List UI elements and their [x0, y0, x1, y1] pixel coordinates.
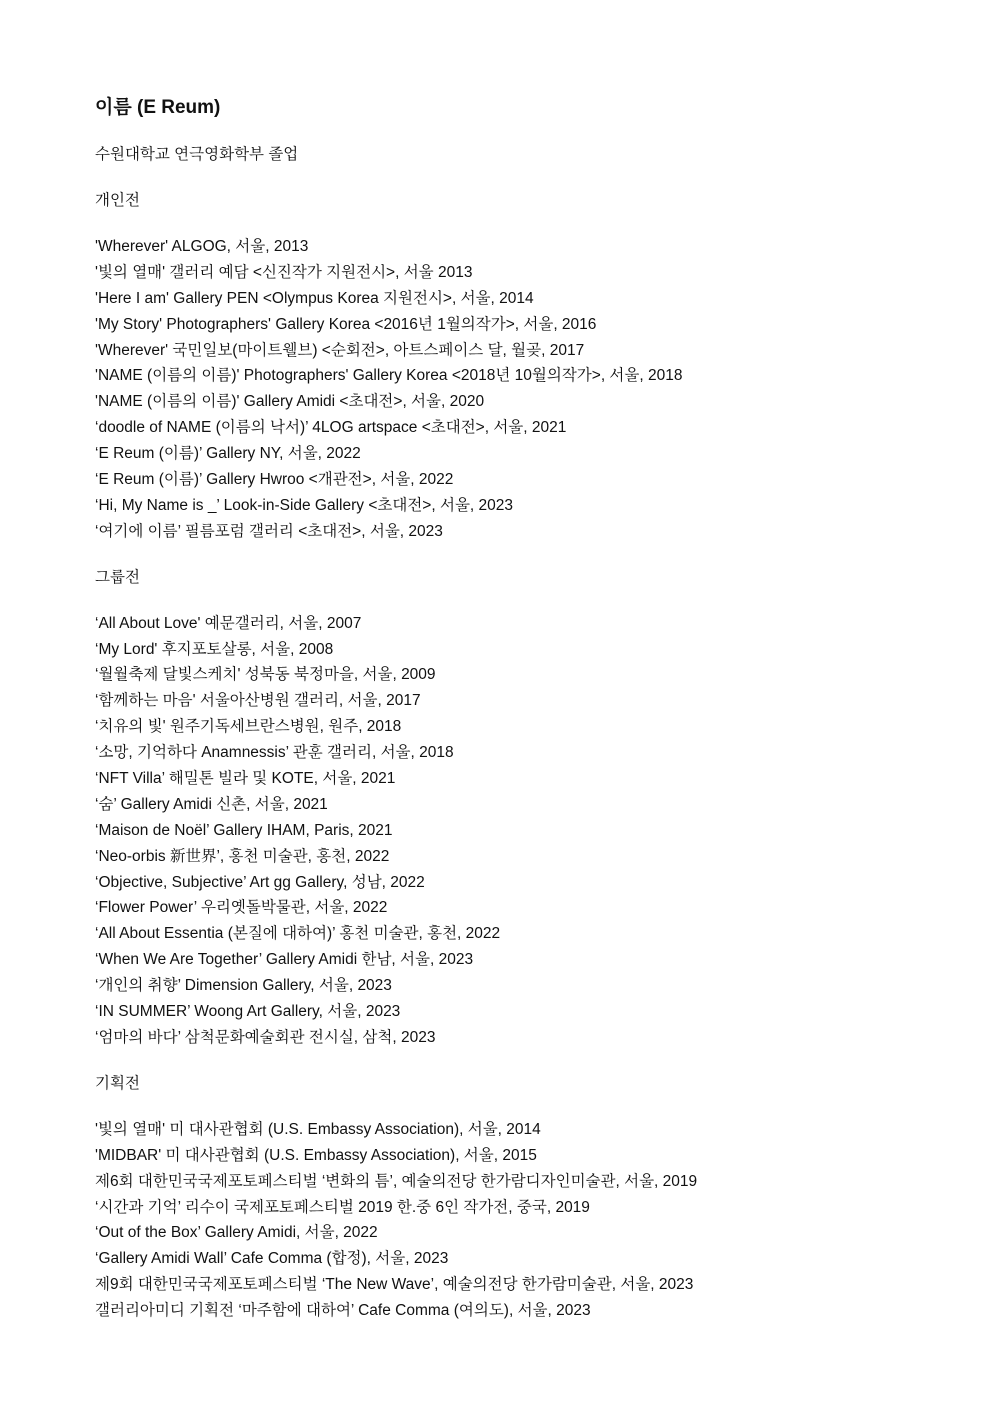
- list-item: ‘My Lord' 후지포토살롱, 서울, 2008: [95, 640, 334, 658]
- list-item: ‘doodle of NAME (이름의 낙서)’ 4LOG artspace <초대전>, 서울, 2021: [95, 419, 567, 437]
- list-item: ‘Flower Power’ 우리옛돌박물관, 서울, 2022: [95, 899, 388, 917]
- section-group-exhibitions: [95, 565, 955, 1051]
- list-item: ‘여기에 이름’ 필름포럼 갤러리 <초대전>, 서울, 2023: [95, 522, 443, 540]
- list-item: ‘E Reum (이름)’ Gallery NY, 서울, 2022: [95, 445, 361, 463]
- list-item: ‘Objective, Subjective’ Art gg Gallery, 성남, 2022: [95, 873, 425, 891]
- list-item: 'Wherever' ALGOG, 서울, 2013: [95, 238, 309, 255]
- list-item: ‘월월축제 달빛스케치' 성북동 북정마을, 서울, 2009: [95, 666, 436, 684]
- list-item: '빛의 열매' 갤러리 예담 <신진작가 지원전시>, 서울 2013: [95, 263, 473, 281]
- list-item: ‘Out of the Box’ Gallery Amidi, 서울, 2022: [95, 1224, 378, 1242]
- list-item: ‘Neo-orbis 新世界’, 홍천 미술관, 홍천, 2022: [95, 847, 390, 865]
- list-item: ‘숨’ Gallery Amidi 신촌, 서울, 2021: [95, 795, 328, 813]
- list-item: ‘치유의 빛' 원주기독세브란스병원, 원주, 2018: [95, 718, 402, 736]
- list-item: 제9회 대한민국국제포토페스티벌 ‘The New Wave’, 예술의전당 한가람미술관, 서울, 2023: [95, 1276, 694, 1294]
- list-item: ‘개인의 취향’ Dimension Gallery, 서울, 2023: [95, 977, 392, 995]
- list-item: ‘All About Essentia (본질에 대하여)’ 홍천 미술관, 홍천, 2022: [95, 925, 501, 943]
- list-item: ‘Maison de Noël’ Gallery IHAM, Paris, 2021: [95, 821, 393, 839]
- list-item: 'NAME (이름의 이름)' Gallery Amidi <초대전>, 서울, 2020: [95, 393, 485, 411]
- section-heading: 기획전: [95, 1074, 140, 1092]
- list-item: 제6회 대한민국국제포토페스티벌 ‘변화의 틈’, 예술의전당 한가람디자인미술관, 서울, 2019: [95, 1172, 698, 1190]
- exhibition-list: [95, 611, 955, 1051]
- list-item: ‘시간과 기억’ 리수이 국제포토페스티벌 2019 한.중 6인 작가전, 중국, 2019: [95, 1198, 590, 1216]
- exhibition-list: [95, 234, 955, 545]
- list-item: ‘All About Love' 예문갤러리, 서울, 2007: [95, 614, 362, 632]
- list-item: ‘IN SUMMER’ Woong Art Gallery, 서울, 2023: [95, 1003, 401, 1021]
- list-item: ‘E Reum (이름)’ Gallery Hwroo <개관전>, 서울, 2022: [95, 471, 454, 489]
- list-item: ‘소망, 기억하다 Anamnessis’ 관훈 갤러리, 서울, 2018: [95, 744, 454, 762]
- list-item: ‘함께하는 마음' 서울아산병원 갤러리, 서울, 2017: [95, 692, 421, 710]
- artist-name: 이름 (E Reum): [95, 97, 221, 118]
- list-item: ‘엄마의 바다’ 삼척문화예술회관 전시실, 삼척, 2023: [95, 1028, 436, 1046]
- list-item: ‘When We Are Together’ Gallery Amidi 한남, 서울, 2023: [95, 951, 474, 969]
- education-line: 수원대학교 연극영화학부 졸업: [95, 146, 299, 163]
- section-solo-exhibitions: [95, 188, 955, 545]
- list-item: 'My Story' Photographers' Gallery Korea <2016년 1월의작가>, 서울, 2016: [95, 315, 597, 333]
- list-item: ‘Hi, My Name is _’ Look-in-Side Gallery <초대전>, 서울, 2023: [95, 496, 514, 514]
- cv-page: [95, 92, 955, 1324]
- list-item: 'MIDBAR' 미 대사관협회 (U.S. Embassy Association), 서울, 2015: [95, 1146, 537, 1164]
- list-item: 'Wherever' 국민일보(마이트웰브) <순회전>, 아트스페이스 달, 월곶, 2017: [95, 341, 585, 359]
- section-heading: 그룹전: [95, 568, 140, 586]
- list-item: 'Here I am' Gallery PEN <Olympus Korea 지원전시>, 서울, 2014: [95, 289, 534, 307]
- list-item: 갤러리아미디 기획전 ‘마주함에 대하여’ Cafe Comma (여의도), 서울, 2023: [95, 1302, 591, 1320]
- list-item: ‘NFT Villa’ 해밀톤 빌라 및 KOTE, 서울, 2021: [95, 770, 396, 788]
- exhibition-list: [95, 1117, 955, 1324]
- section-heading: 개인전: [95, 192, 140, 209]
- list-item: ‘Gallery Amidi Wall’ Cafe Comma (합정), 서울, 2023: [95, 1250, 449, 1268]
- section-curated-exhibitions: [95, 1071, 955, 1324]
- list-item: '빛의 열매' 미 대사관협회 (U.S. Embassy Association), 서울, 2014: [95, 1120, 541, 1138]
- list-item: 'NAME (이름의 이름)' Photographers' Gallery Korea <2018년 10월의작가>, 서울, 2018: [95, 367, 683, 385]
